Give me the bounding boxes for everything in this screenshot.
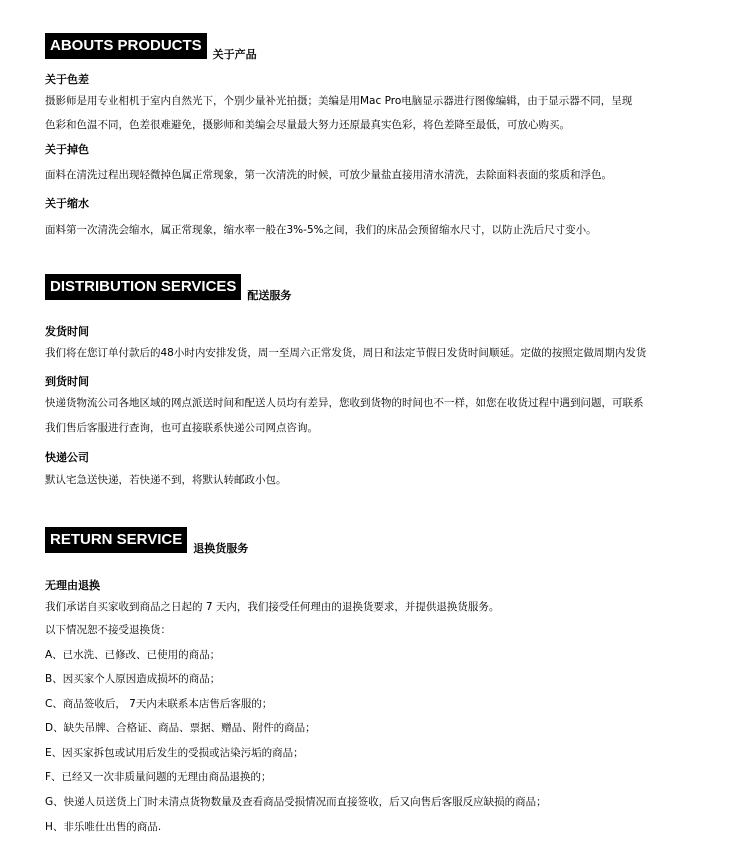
arrival-time-title: 到货时间 bbox=[45, 375, 89, 388]
exclusion-item: A、已水洗、已修改、已使用的商品； bbox=[45, 649, 221, 661]
exclusion-item: F、已经又一次非质量问题的无理由商品退换的； bbox=[45, 771, 272, 783]
no-reason-return-title: 无理由退换 bbox=[45, 579, 100, 592]
color-difference-line-2: 色彩和色温不同，色差很难避免，摄影师和美编会尽量最大努力还原最真实色彩，将色差降至最低，可放心购买。 bbox=[45, 119, 570, 131]
shrinkage-line-1: 面料第一次清洗会缩水，属正常现象，缩水率一般在3%-5%之间，我们的床品会预留缩水尺寸，以防止洗后尺寸变小。 bbox=[45, 224, 597, 236]
about-products-header bbox=[45, 33, 257, 59]
shrinkage-title: 关于缩水 bbox=[45, 197, 89, 210]
exclusion-item: C、商品签收后， 7天内未联系本店售后客服的； bbox=[45, 698, 273, 710]
about-products-subtitle: 关于产品 bbox=[212, 48, 257, 61]
exclusion-item: H、非乐唯仕出售的商品. bbox=[45, 821, 162, 833]
color-difference-title: 关于色差 bbox=[45, 73, 89, 86]
return-service-subtitle: 退换货服务 bbox=[193, 542, 249, 555]
about-products-badge: ABOUTS PRODUCTS bbox=[45, 33, 207, 59]
distribution-services-header bbox=[45, 274, 291, 300]
shipping-time-line-1: 我们将在您订单付款后的48小时内安排发货，周一至周六正常发货，周日和法定节假日发货时间顺延。定做的按照定做周期内发货 bbox=[45, 347, 647, 359]
exclusion-item: D、缺失吊牌、合格证、商品、票据、赠品、附件的商品； bbox=[45, 722, 316, 734]
fading-line-1: 面料在清洗过程出现轻微掉色属正常现象，第一次清洗的时候，可放少量盐直接用清水清洗，去除面料表面的浆质和浮色。 bbox=[45, 169, 612, 181]
arrival-time-line-2: 我们售后客服进行查询，也可直接联系快递公司网点咨询。 bbox=[45, 422, 318, 434]
color-difference-line-1: 摄影师是用专业相机于室内自然光下，个别少量补光拍摄；美编是用Mac Pro电脑显示器进行图像编辑，由于显示器不同，呈现 bbox=[45, 95, 633, 107]
exclusion-item: B、因买家个人原因造成损坏的商品； bbox=[45, 673, 221, 685]
courier-company-line-1: 默认宅急送快递，若快递不到，将默认转邮政小包。 bbox=[45, 474, 287, 486]
exclusion-intro: 以下情况恕不接受退换货： bbox=[45, 624, 171, 636]
exclusion-item: E、因买家拆包或试用后发生的受损或沾染污垢的商品； bbox=[45, 747, 304, 759]
courier-company-title: 快递公司 bbox=[45, 451, 89, 464]
return-service-badge: RETURN SERVICE bbox=[45, 527, 187, 553]
distribution-services-subtitle: 配送服务 bbox=[247, 289, 292, 302]
return-service-header bbox=[45, 527, 248, 553]
exclusion-item: G、快递人员送货上门时未清点货物数量及查看商品受损情况而直接签收，后又向售后客服反应缺损的商品； bbox=[45, 796, 547, 808]
arrival-time-line-1: 快递货物流公司各地区域的网点派送时间和配送人员均有差异，您收到货物的时间也不一样，如您在收货过程中遇到问题，可联系 bbox=[45, 397, 644, 409]
shipping-time-title: 发货时间 bbox=[45, 325, 89, 338]
no-reason-return-line-1: 我们承诺自买家收到商品之日起的 7 天内，我们接受任何理由的退换货要求，并提供退换货服务。 bbox=[45, 601, 500, 613]
fading-title: 关于掉色 bbox=[45, 143, 89, 156]
distribution-services-badge: DISTRIBUTION SERVICES bbox=[45, 274, 241, 300]
